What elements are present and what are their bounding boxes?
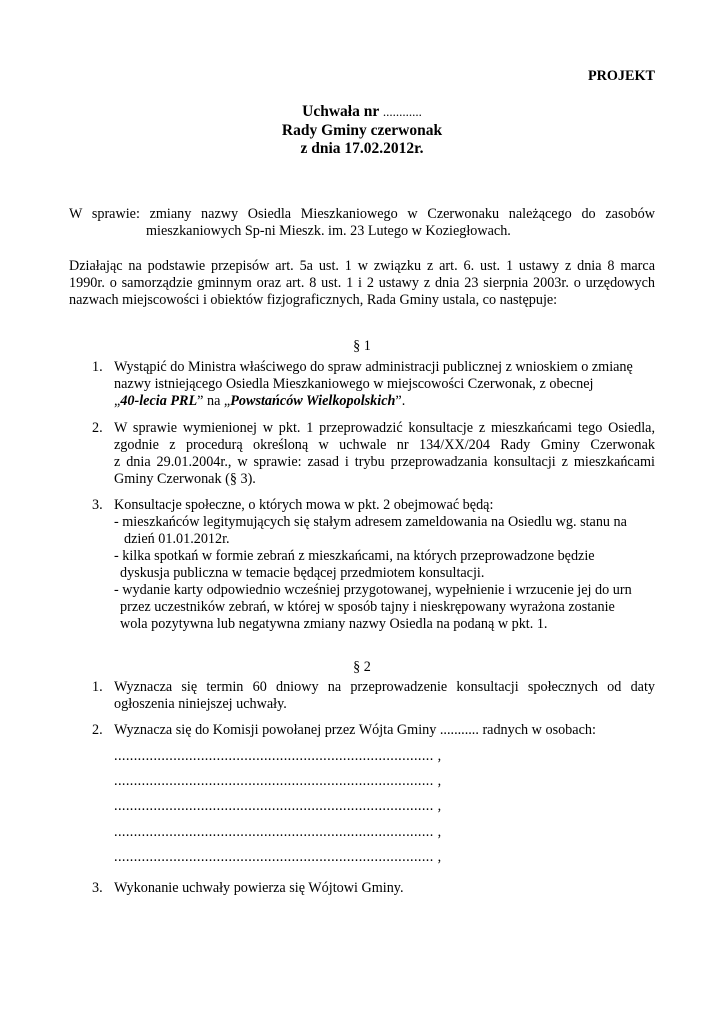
- subject-line-2: mieszkaniowych Sp-ni Mieszk. im. 23 Lutego w Koziegłowach.: [146, 223, 511, 239]
- s1-item-2-line-2: zgodnie z procedurą określoną w uchwale nr 134/XX/204 Rady Gminy Czerwonak: [114, 437, 655, 453]
- s1-item-1-number: 1.: [92, 359, 103, 375]
- s2-item-3-number: 3.: [92, 880, 103, 896]
- committee-member-line-2: ................................................................................. ,: [114, 773, 442, 789]
- s1-item-1-line-3: [114, 393, 405, 411]
- resolution-number-prefix: Uchwała nr: [302, 103, 379, 120]
- s2-item-2-number: 2.: [92, 722, 103, 738]
- committee-member-line-3: ................................................................................. ,: [114, 798, 442, 814]
- projekt-label: PROJEKT: [587, 68, 655, 84]
- committee-member-line-5: ................................................................................. ,: [114, 849, 442, 865]
- old-estate-name: 40-lecia PRL: [120, 393, 198, 409]
- committee-member-line-4: ................................................................................. ,: [114, 824, 442, 840]
- s1-item-2-line-4: Gminy Czerwonak (§ 3).: [114, 471, 256, 487]
- preamble-line-1: Działając na podstawie przepisów art. 5a ust. 1 w związku z art. 6. ust. 1 ustawy z dnia 8 marca: [69, 258, 655, 274]
- resolution-date: z dnia 17.02.2012r.: [300, 140, 424, 157]
- section-2-heading: § 2: [353, 659, 371, 676]
- preamble-line-3: nazwach miejscowości i obiektów fizjograficznych, Rada Gminy ustala, co następuje:: [69, 292, 558, 308]
- subject-line-1: W sprawie: zmiany nazwy Osiedla Mieszkaniowego w Czerwonaku należącego do zasobów: [69, 206, 655, 222]
- s1-item-3-line-4: - kilka spotkań w formie zebrań z mieszkańcami, na których przeprowadzone będzie: [114, 548, 595, 564]
- s1-item-3-line-7: przez uczestników zebrań, w której w sposób tajny i nieskrępowany wyrażona zostanie: [120, 599, 615, 615]
- quote-mid: ” na „: [197, 393, 231, 409]
- s1-item-2-line-1: W sprawie wymienionej w pkt. 1 przeprowadzić konsultacje z mieszkańcami tego Osiedla,: [114, 420, 655, 436]
- s2-item-1-number: 1.: [92, 679, 103, 695]
- resolution-number-dots: ............: [382, 104, 422, 119]
- s2-item-3-line-1: Wykonanie uchwały powierza się Wójtowi Gminy.: [114, 880, 404, 896]
- new-estate-name: Powstańców Wielkopolskich: [230, 393, 396, 409]
- s1-item-1-line-2: nazwy istniejącego Osiedla Mieszkaniowego w miejscowości Czerwonak, z obecnej: [114, 376, 594, 392]
- s1-item-3-line-6: - wydanie karty odpowiednio wcześniej przygotowanej, wypełnienie i wrzucenie jej do urn: [114, 582, 632, 598]
- council-name: Rady Gminy czerwonak: [281, 122, 443, 139]
- s2-item-1-line-2: ogłoszenia niniejszej uchwały.: [114, 696, 287, 712]
- s1-item-3-number: 3.: [92, 497, 103, 513]
- s1-item-1-line-1: Wystąpić do Ministra właściwego do spraw administracji publicznej z wnioskiem o zmianę: [114, 359, 633, 375]
- s1-item-3-line-5: dyskusja publiczna w temacie będącej przedmiotem konsultacji.: [120, 565, 485, 581]
- preamble-line-2: 1990r. o samorządzie gminnym oraz art. 8 ust. 1 i 2 ustawy z dnia 23 sierpnia 2003r. o urzędowych: [69, 275, 655, 291]
- s1-item-2-line-3: z dnia 29.01.2004r., w sprawie: zasad i trybu przeprowadzania konsultacji z mieszkańcami: [114, 454, 655, 470]
- s1-item-3-line-3: dzień 01.01.2012r.: [124, 531, 230, 547]
- committee-member-line-1: ................................................................................. ,: [114, 748, 442, 764]
- resolution-number: [0, 102, 724, 121]
- s1-item-3-line-1: Konsultacje społeczne, o których mowa w pkt. 2 obejmować będą:: [114, 497, 494, 513]
- s2-item-1-line-1: Wyznacza się termin 60 dniowy na przeprowadzenie konsultacji społecznych od daty: [114, 679, 655, 695]
- quote-open: „: [114, 393, 121, 409]
- quote-close: ”.: [395, 393, 406, 409]
- s1-item-3-line-2: - mieszkańców legitymujących się stałym adresem zameldowania na Osiedlu wg. stanu na: [114, 514, 627, 530]
- s1-item-2-number: 2.: [92, 420, 103, 436]
- s1-item-3-line-8: wola pozytywna lub negatywna zmiany nazwy Osiedla na podaną w pkt. 1.: [120, 616, 548, 632]
- section-1-heading: § 1: [353, 338, 371, 355]
- s2-item-2-line-1: Wyznacza się do Komisji powołanej przez Wójta Gminy ........... radnych w osobach:: [114, 722, 596, 738]
